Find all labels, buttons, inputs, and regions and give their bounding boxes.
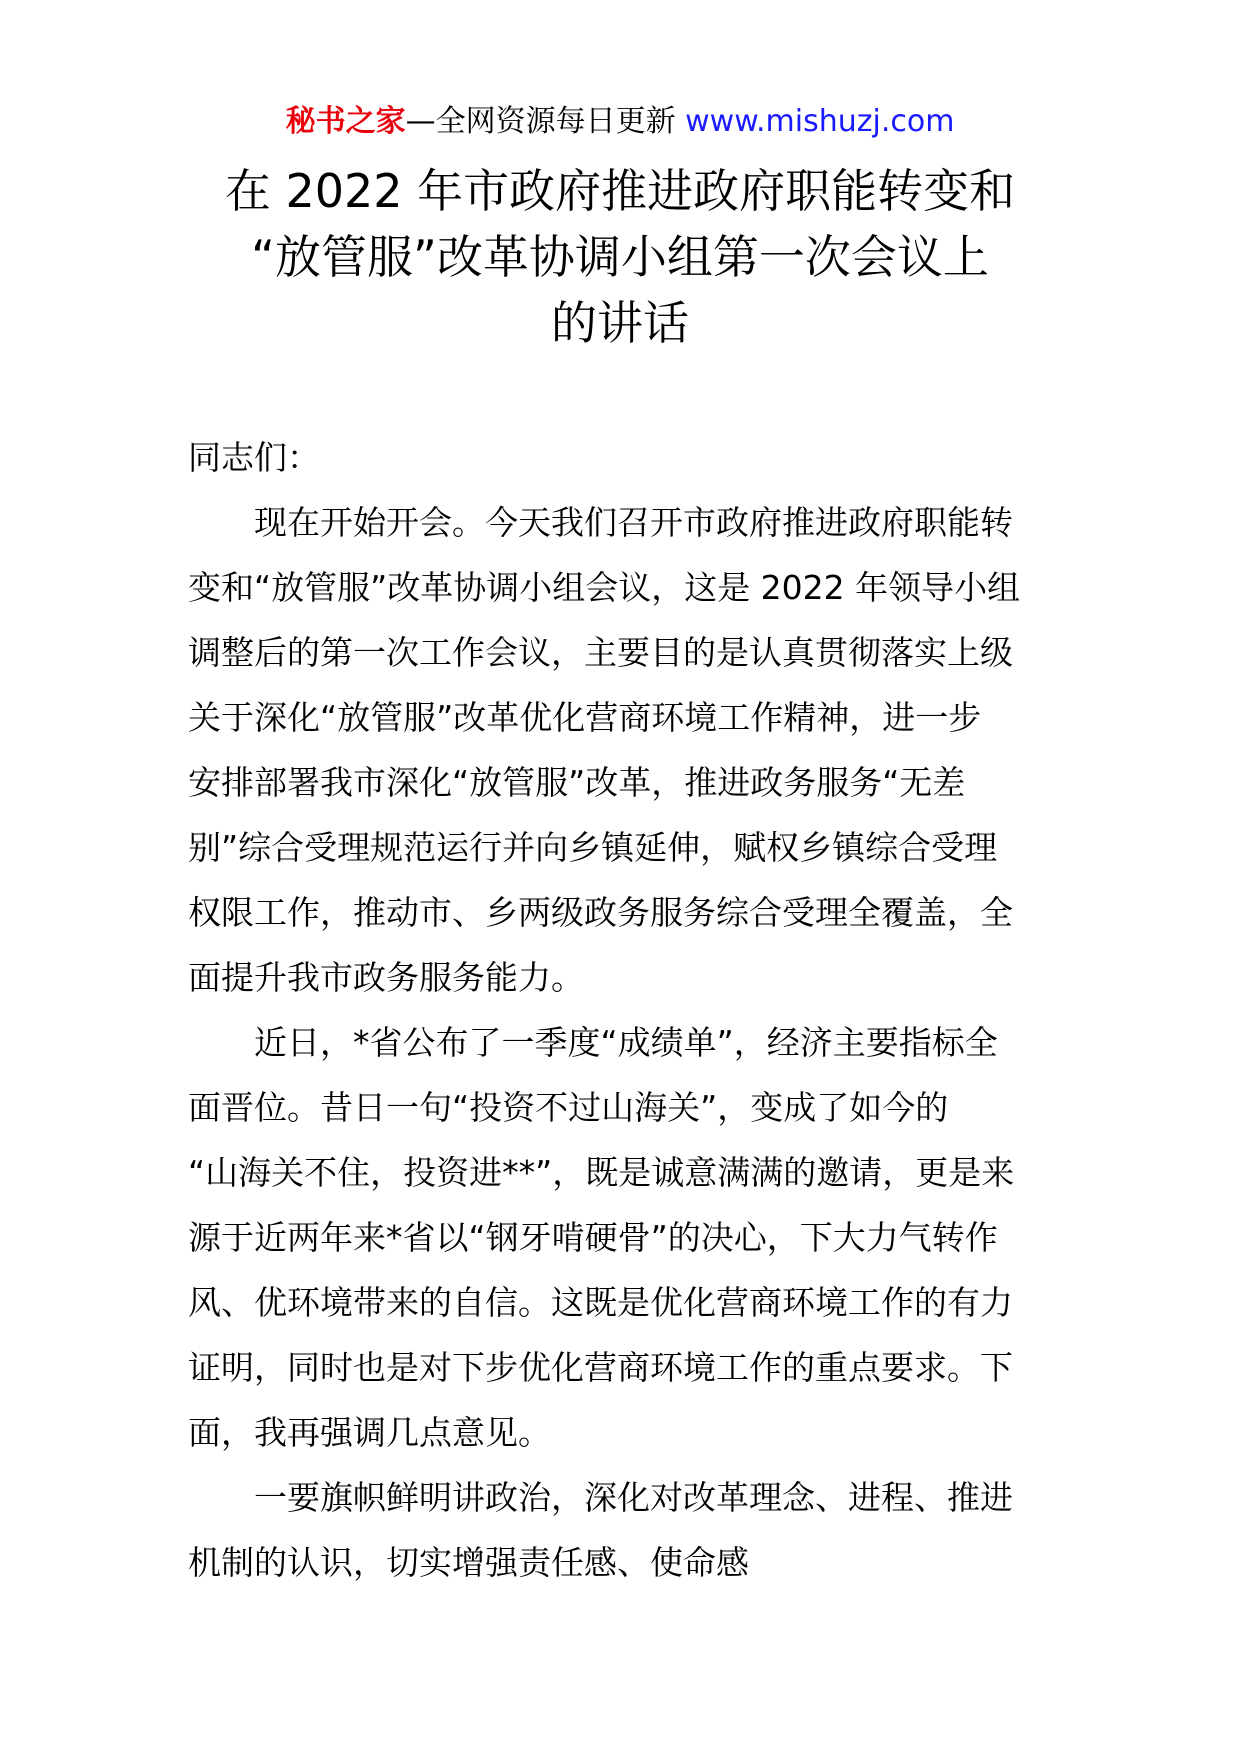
brand-name: 秘书之家 (285, 104, 406, 139)
title-line: “放管服”改革协调小组第一次会议上 (251, 230, 989, 284)
paragraph-line: 面，我再强调几点意见。 (188, 1413, 551, 1452)
paragraph-line: 关于深化“放管服”改革优化营商环境工作精神，进一步 (188, 698, 982, 737)
title-line: 在 2022 年市政府推进政府职能转变和 (224, 164, 1016, 218)
site-url: www.mishuzj.com (685, 104, 955, 139)
paragraph-3 (188, 1465, 1058, 1595)
document-title (170, 158, 1070, 356)
paragraph-2 (188, 1010, 1058, 1465)
paragraph-line: 证明，同时也是对下步优化营商环境工作的重点要求。下 (188, 1348, 1013, 1387)
document-body (188, 425, 1058, 1595)
paragraph-line: 面晋位。昔日一句“投资不过山海关”，变成了如今的 (188, 1088, 949, 1127)
paragraph-line: 权限工作，推动市、乡两级政务服务综合受理全覆盖，全 (188, 893, 1013, 932)
paragraph-line: 机制的认识，切实增强责任感、使命感 (188, 1543, 749, 1582)
paragraph-line: “山海关不住，投资进**”，既是诚意满满的邀请，更是来 (188, 1153, 1015, 1192)
paragraph-line: 变和“放管服”改革协调小组会议，这是 2022 年领导小组 (188, 568, 1021, 607)
salutation: 同志们： (188, 438, 320, 477)
title-line: 的讲话 (551, 296, 689, 350)
header-slogan: —全网资源每日更新 (405, 104, 676, 139)
paragraph-line: 安排部署我市深化“放管服”改革，推进政务服务“无差 (188, 763, 966, 802)
paragraph-line: 近日，*省公布了一季度“成绩单”，经济主要指标全 (254, 1023, 998, 1062)
paragraph-line: 别”综合受理规范运行并向乡镇延伸，赋权乡镇综合受理 (188, 828, 998, 867)
site-header (0, 100, 1240, 144)
paragraph-line: 一要旗帜鲜明讲政治，深化对改革理念、进程、推进 (254, 1478, 1013, 1517)
paragraph-line: 风、优环境带来的自信。这既是优化营商环境工作的有力 (188, 1283, 1013, 1322)
paragraph-1 (188, 490, 1058, 1010)
paragraph-line: 现在开始开会。今天我们召开市政府推进政府职能转 (254, 503, 1013, 542)
paragraph-line: 源于近两年来*省以“钢牙啃硬骨”的决心，下大力气转作 (188, 1218, 998, 1257)
paragraph-line: 面提升我市政务服务能力。 (188, 958, 584, 997)
paragraph-line: 调整后的第一次工作会议，主要目的是认真贯彻落实上级 (188, 633, 1013, 672)
